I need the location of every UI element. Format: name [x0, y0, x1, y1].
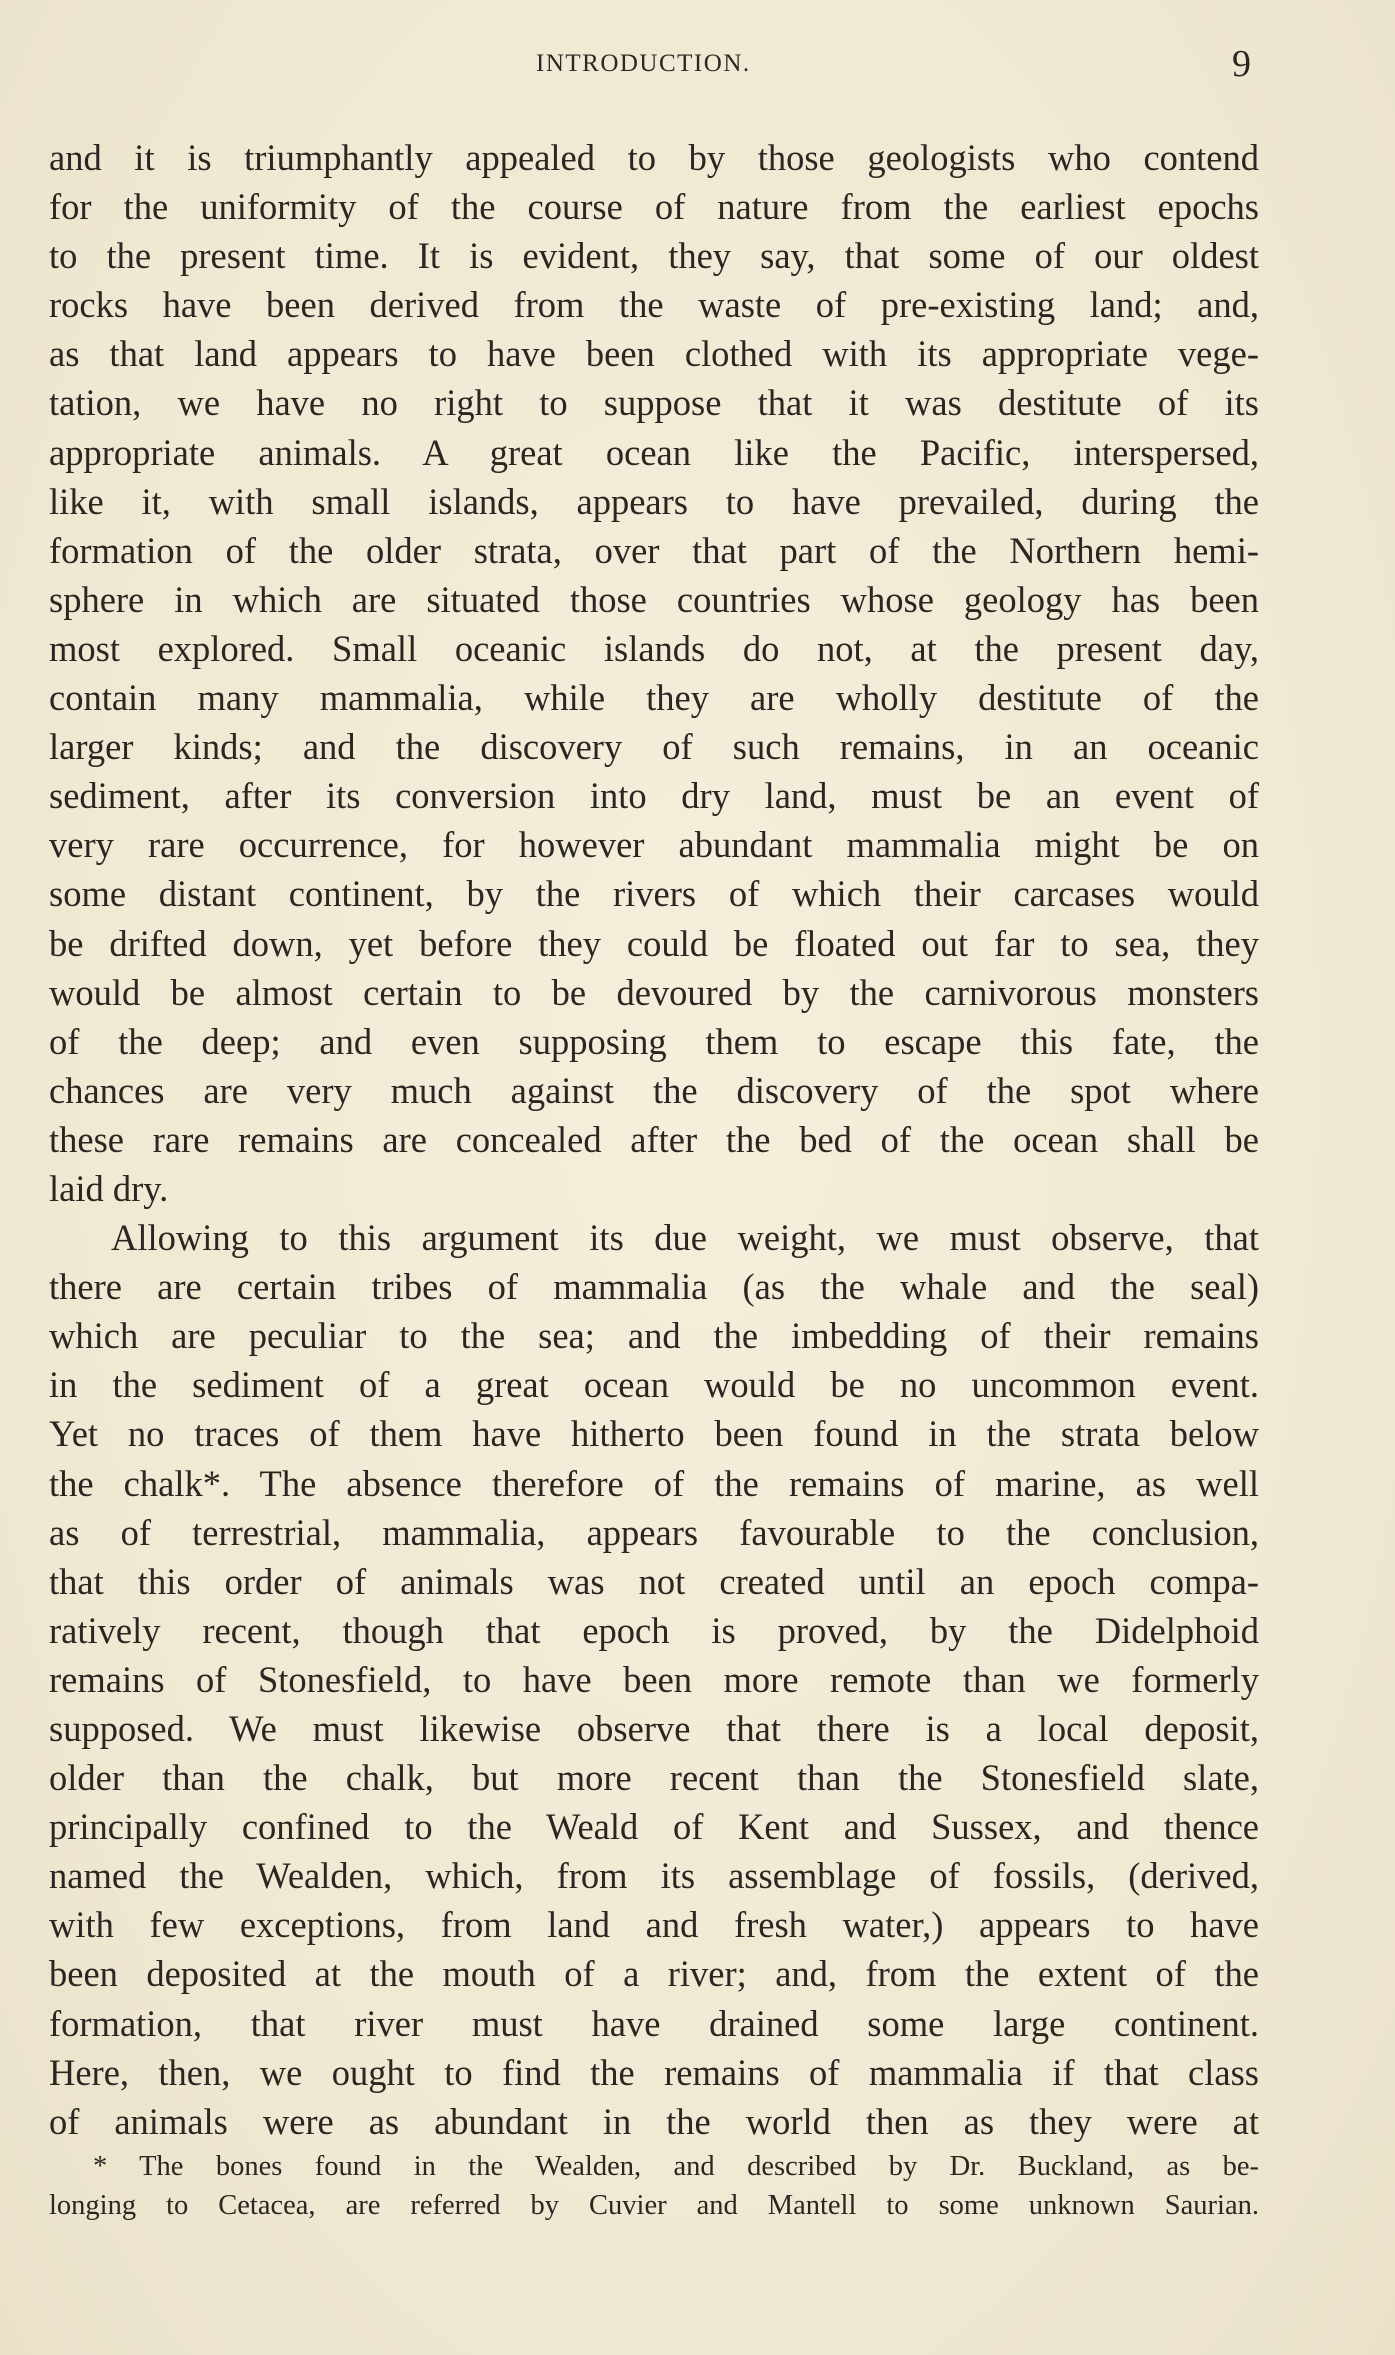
text-line: been deposited at the mouth of a river; and, from the extent of the — [49, 1953, 1259, 1995]
text-line: Yet no traces of them have hitherto been found in the strata below — [49, 1413, 1259, 1455]
text-line: tation, we have no right to suppose that it was destitute of its — [49, 382, 1259, 424]
text-line: like it, with small islands, appears to have prevailed, during the — [49, 480, 1259, 522]
running-title: INTRODUCTION. — [536, 50, 751, 77]
text-line: remains of Stonesfield, to have been more remote than we formerly — [49, 1658, 1259, 1700]
text-line: of animals were as abundant in the world then as they were at — [49, 2100, 1259, 2142]
running-head — [0, 44, 1395, 84]
text-line: older than the chalk, but more recent than the Stonesfield slate, — [49, 1757, 1259, 1799]
text-line: principally confined to the Weald of Kent and Sussex, and thence — [49, 1806, 1259, 1848]
text-line: would be almost certain to be devoured by the carnivorous monsters — [49, 971, 1259, 1013]
text-line: which are peculiar to the sea; and the imbedding of their remains — [49, 1315, 1259, 1357]
footnote — [49, 2147, 1259, 2225]
text-line: named the Wealden, which, from its assemblage of fossils, (derived, — [49, 1855, 1259, 1897]
text-line: contain many mammalia, while they are wholly destitute of the — [49, 677, 1259, 719]
text-line: appropriate animals. A great ocean like the Pacific, interspersed, — [49, 431, 1259, 473]
text-line: with few exceptions, from land and fresh water,) appears to have — [49, 1904, 1259, 1946]
text-line: Here, then, we ought to find the remains of mammalia if that class — [49, 2051, 1259, 2093]
text-line: larger kinds; and the discovery of such remains, in an oceanic — [49, 726, 1259, 768]
footnote-line: * The bones found in the Wealden, and described by Dr. Buckland, as be- — [93, 2151, 1259, 2182]
text-line: very rare occurrence, for however abundant mammalia might be on — [49, 824, 1259, 866]
text-line: there are certain tribes of mammalia (as the whale and the seal) — [49, 1266, 1259, 1308]
text-line: rocks have been derived from the waste of pre-existing land; and, — [49, 284, 1259, 326]
text-line: for the uniformity of the course of nature from the earliest epochs — [49, 186, 1259, 228]
text-line: in the sediment of a great ocean would be no uncommon event. — [49, 1364, 1259, 1406]
text-line: as of terrestrial, mammalia, appears favourable to the conclusion, — [49, 1511, 1259, 1553]
footnote-line: longing to Cetacea, are referred by Cuvier and Mantell to some unknown Saurian. — [49, 2190, 1259, 2221]
text-line: supposed. We must likewise observe that there is a local deposit, — [49, 1708, 1259, 1749]
text-line: formation, that river must have drained some large continent. — [49, 2002, 1259, 2044]
text-line: ratively recent, though that epoch is proved, by the Didelphoid — [49, 1609, 1259, 1651]
text-line: laid dry. — [49, 1167, 169, 1209]
text-line: to the present time. It is evident, they say, that some of our oldest — [49, 235, 1259, 277]
text-line: formation of the older strata, over that part of the Northern hemi- — [49, 529, 1259, 571]
text-line: as that land appears to have been clothed with its appropriate vege- — [49, 333, 1259, 375]
text-line: most explored. Small oceanic islands do not, at the present day, — [49, 627, 1259, 669]
text-line: be drifted down, yet before they could be floated out far to sea, they — [49, 922, 1259, 964]
text-line: Allowing to this argument its due weight, we must observe, that — [111, 1217, 1259, 1259]
text-line: chances are very much against the discovery of the spot where — [49, 1069, 1259, 1111]
text-line: sediment, after its conversion into dry land, must be an event of — [49, 775, 1259, 817]
page-number: 9 — [1232, 43, 1251, 85]
text-line: some distant continent, by the rivers of which their carcases would — [49, 873, 1259, 915]
text-line: that this order of animals was not created until an epoch compa- — [49, 1560, 1259, 1602]
text-line: of the deep; and even supposing them to escape this fate, the — [49, 1020, 1259, 1062]
text-line: these rare remains are concealed after the bed of the ocean shall be — [49, 1118, 1259, 1160]
body-text — [49, 133, 1259, 2146]
text-line: sphere in which are situated those countries whose geology has been — [49, 578, 1259, 620]
text-line: the chalk*. The absence therefore of the remains of marine, as well — [49, 1462, 1259, 1504]
text-line: and it is triumphantly appealed to by those geologists who contend — [49, 137, 1259, 178]
